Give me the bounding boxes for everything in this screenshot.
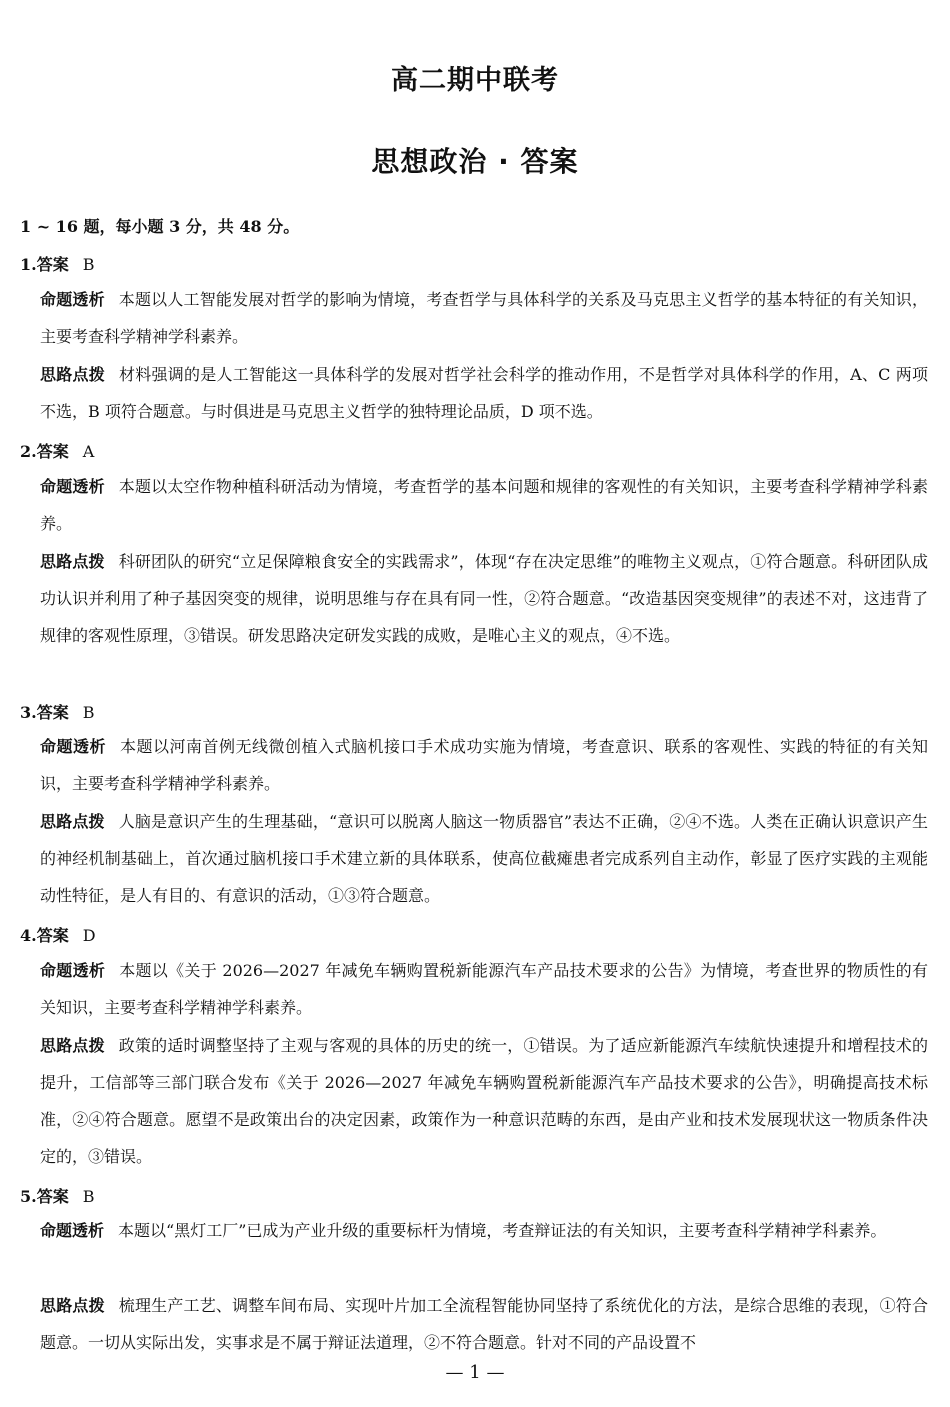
question-3-hint: 思路点拨 人脑是意识产生的生理基础，“意识可以脱离人脑这一物质器官”表达不正确，②④不选。人类在正确认识意识产生的神经机制基础上，首次通过脑机接口手术建立新的具体联系，使高位截瘫患者完成系列自主动作，彰显了医疗实践的主观能动性特征，是人有目的、有意识的活动，①③符合题意。 bbox=[40, 812, 928, 905]
question-3-intent: 命题透析 本题以河南首例无线微创植入式脑机接口手术成功实施为情境，考查意识、联系的客观性、实践的特征的有关知识，主要考查科学精神学科素养。 bbox=[40, 737, 928, 793]
question-1-answer: 1.答案 B bbox=[20, 255, 95, 274]
question-3-answer: 3.答案 B bbox=[20, 703, 95, 722]
question-2-hint: 思路点拨 科研团队的研究“立足保障粮食安全的实践需求”，体现“存在决定思维”的唯物主义观点，①符合题意。科研团队成功认识并利用了种子基因突变的规律，说明思维与存在具有同一性，②符合题意。“改造基因突变规律”的表述不对，这违背了规律的客观性原理，③错误。研发思路决定研发实践的成败，是唯心主义的观点，④不选。 bbox=[40, 552, 928, 645]
question-4-answer: 4.答案 D bbox=[20, 926, 96, 945]
page-number: — 1 — bbox=[445, 1362, 505, 1383]
question-4-intent: 命题透析 本题以《关于 2026—2027 年减免车辆购置税新能源汽车产品技术要求的公告》为情境，考查世界的物质性的有关知识，主要考查科学精神学科素养。 bbox=[40, 961, 928, 1017]
page-subtitle: 思想政治 · 答案 bbox=[371, 145, 579, 178]
question-2-intent: 命题透析 本题以太空作物种植科研活动为情境，考查哲学的基本问题和规律的客观性的有关知识，主要考查科学精神学科素养。 bbox=[40, 477, 928, 533]
question-1-hint: 思路点拨 材料强调的是人工智能这一具体科学的发展对哲学社会科学的推动作用，不是哲学对具体科学的作用，A、C 两项不选，B 项符合题意。与时俱进是马克思主义哲学的独特理论品质，D 项不选。 bbox=[40, 365, 928, 421]
page-title: 高二期中联考 bbox=[391, 65, 559, 96]
question-2-answer: 2.答案 A bbox=[20, 442, 95, 461]
question-4-hint: 思路点拨 政策的适时调整坚持了主观与客观的具体的历史的统一，①错误。为了适应新能源汽车续航快速提升和增程技术的提升，工信部等三部门联合发布《关于 2026—2027 年减免车辆购置税新能源汽车产品技术要求的公告》，明确提高技术标准，②④符合题意。愿望不是政策出台的决定因素，政策作为一种意识范畴的东西，是由产业和技术发展现状这一物质条件决定的，③错误。 bbox=[40, 1036, 928, 1166]
question-5-answer: 5.答案 B bbox=[20, 1187, 95, 1206]
score-note: 1 ~ 16 题，每小题 3 分，共 48 分。 bbox=[20, 217, 300, 236]
question-1-intent: 命题透析 本题以人工智能发展对哲学的影响为情境，考查哲学与具体科学的关系及马克思主义哲学的基本特征的有关知识，主要考查科学精神学科素养。 bbox=[40, 290, 928, 346]
question-5-hint: 思路点拨 梳理生产工艺、调整车间布局、实现叶片加工全流程智能协同坚持了系统优化的方法，是综合思维的表现，①符合题意。一切从实际出发，实事求是不属于辩证法道理，②不符合题意。针对不同的产品设置不 bbox=[40, 1296, 928, 1352]
question-5-intent: 命题透析 本题以“黑灯工厂”已成为产业升级的重要标杆为情境，考查辩证法的有关知识，主要考查科学精神学科素养。 bbox=[40, 1221, 887, 1240]
